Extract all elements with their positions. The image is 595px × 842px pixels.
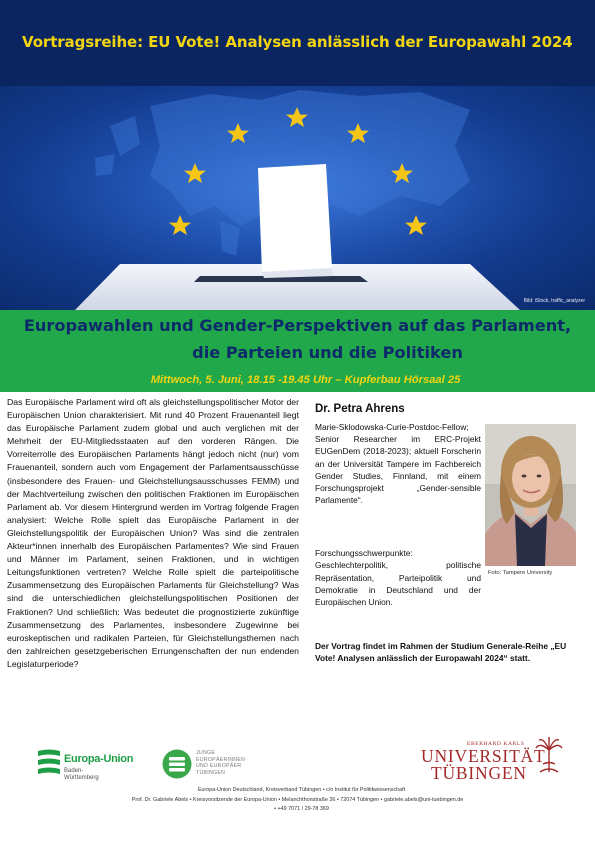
abstract-text: Das Europäische Parlament wird oft als gleichstellungspolitischer Motor der Europäischen Union charakterisiert. Mit rund 40 Prozent Frauenanteil liegt das Europäische Parlament zudem global und auch verglichen mit der Mehrheit der EU-Mitgliedsstaaten auf den vorderen Rängen. Die Vorreiterrolle des Europäischen Parlaments hängt jedoch nicht (nur) vom Frauenanteil, sondern auch vom Engagement der Parlamentsausschüsse (insbesondere des Frauen- und Gleichstellungsausschusses FEMM) und der Machtverteilung zwischen den politischen Fraktionen im Europäischen Parlament ab. Vor diesem Hintergrund werden im Vortrag folgende Fragen analysiert: Welche Rolle spielt das Europäische Parlament in der Gleichstellungspolitik der Europäischen Union? Was sind die zentralen Akteur*innen innerhalb des Europäischen Parlamentes? Wie sind Frauen und Männer im Parlament, seinen Fraktionen, und in wichtigen Leitungsfunktionen vertreten? Welche Rolle spielt die parteipolitische Zusammensetzung des Europäischen Parlaments für Gleichstellung? Was sind die unterschiedlichen gleichstellungspolitischen Positionen der Fraktionen? Und schließlich: Was bedeutet die prognostizierte zukünftige Zusammensetzung des Parlamentes, insbesondere Zugewinne bei euroskeptischen und radikalen Parteien, für Gleichstellungsthemen nach den zahlreichen gesetzgeberischen Errungenschaften der nun endenden Legislaturperiode? (7, 397, 299, 669)
event-title-line1: Europawahlen und Gender-Perspektiven auf das Parlament, (23, 316, 572, 335)
speaker-portrait-icon (485, 424, 576, 566)
europa-union-logo-icon (36, 748, 62, 783)
jef-line2: EUROPÄERINNEN (196, 756, 246, 763)
hero-image-credit: Bild: iStock, traffic_analyzer (523, 298, 585, 304)
event-date-place: Mittwoch, 5. Juni, 18.15 -19.45 Uhr – Kupferbau Hörsaal 25 (150, 374, 461, 386)
speaker-photo (485, 424, 576, 566)
palm-tree-icon (534, 736, 564, 779)
series-note: Der Vortrag findet im Rahmen der Studium Generale-Reihe „EU Vote! Analysen anlässlich der Europawahl 2024“ statt. (315, 641, 567, 664)
jef-line3: UND EUROPÄER (196, 763, 242, 770)
speaker-name: Dr. Petra Ahrens (315, 403, 405, 415)
jef-line1: JUNGE (196, 750, 216, 756)
europa-union-region (64, 768, 99, 782)
research-label: Forschungsschwerpunkte: (315, 548, 413, 558)
jef-line4: TÜBINGEN (196, 769, 226, 776)
europa-union-name: Europa-Union (64, 753, 134, 765)
speaker-bio: Marie-Sklodowska-Curie-Postdoc-Fellow; Senior Researcher im ERC-Projekt EUGenDem (2018-2023); aktuell Forscherin an der Universität Tampere im Fachbereich Gender Studies, Finnland, mit einem Forschungsprojekt „Gender-sensible Parlamente“. (315, 422, 481, 506)
research-focus (315, 547, 481, 608)
university-name-line1: UNIVERSITÄT (421, 746, 546, 766)
footer-address-line1: Europa-Union Deutschland, Kreisverband Tübingen • c/o Institut für Politikwissenschaft (197, 787, 406, 793)
ballot-box-eu-stars-image (0, 86, 595, 310)
footer-address-line2: Prof. Dr. Gabriele Abels • Kreisvorsitzende der Europa-Union • Melanchthonstraße 36 • 72074 Tübingen • gabriele.abels@uni-tuebingen.de (131, 797, 464, 803)
series-title: Vortragsreihe: EU Vote! Analysen anlässlich der Europawahl 2024 (22, 33, 573, 51)
speaker-photo-credit: Foto: Tampere University (488, 570, 553, 576)
hero-illustration (0, 86, 595, 310)
university-prefix: EBERHARD KARLS (467, 741, 525, 747)
research-text: Geschlechterpolitik, politische Repräsentation, Parteipolitik und Demokratie in Deutschland und der Europäischen Union. (315, 560, 481, 608)
jef-logo-icon (162, 749, 192, 784)
footer-phone: • +49 7071 / 29-78 369 (274, 806, 329, 812)
europa-union-region-line1: Baden- (64, 768, 84, 774)
europa-union-region-line2: Württemberg (64, 775, 99, 781)
jef-name (196, 750, 245, 776)
event-title-line2: die Parteien und die Politiken (192, 343, 463, 362)
university-name-line2: TÜBINGEN (431, 763, 527, 783)
